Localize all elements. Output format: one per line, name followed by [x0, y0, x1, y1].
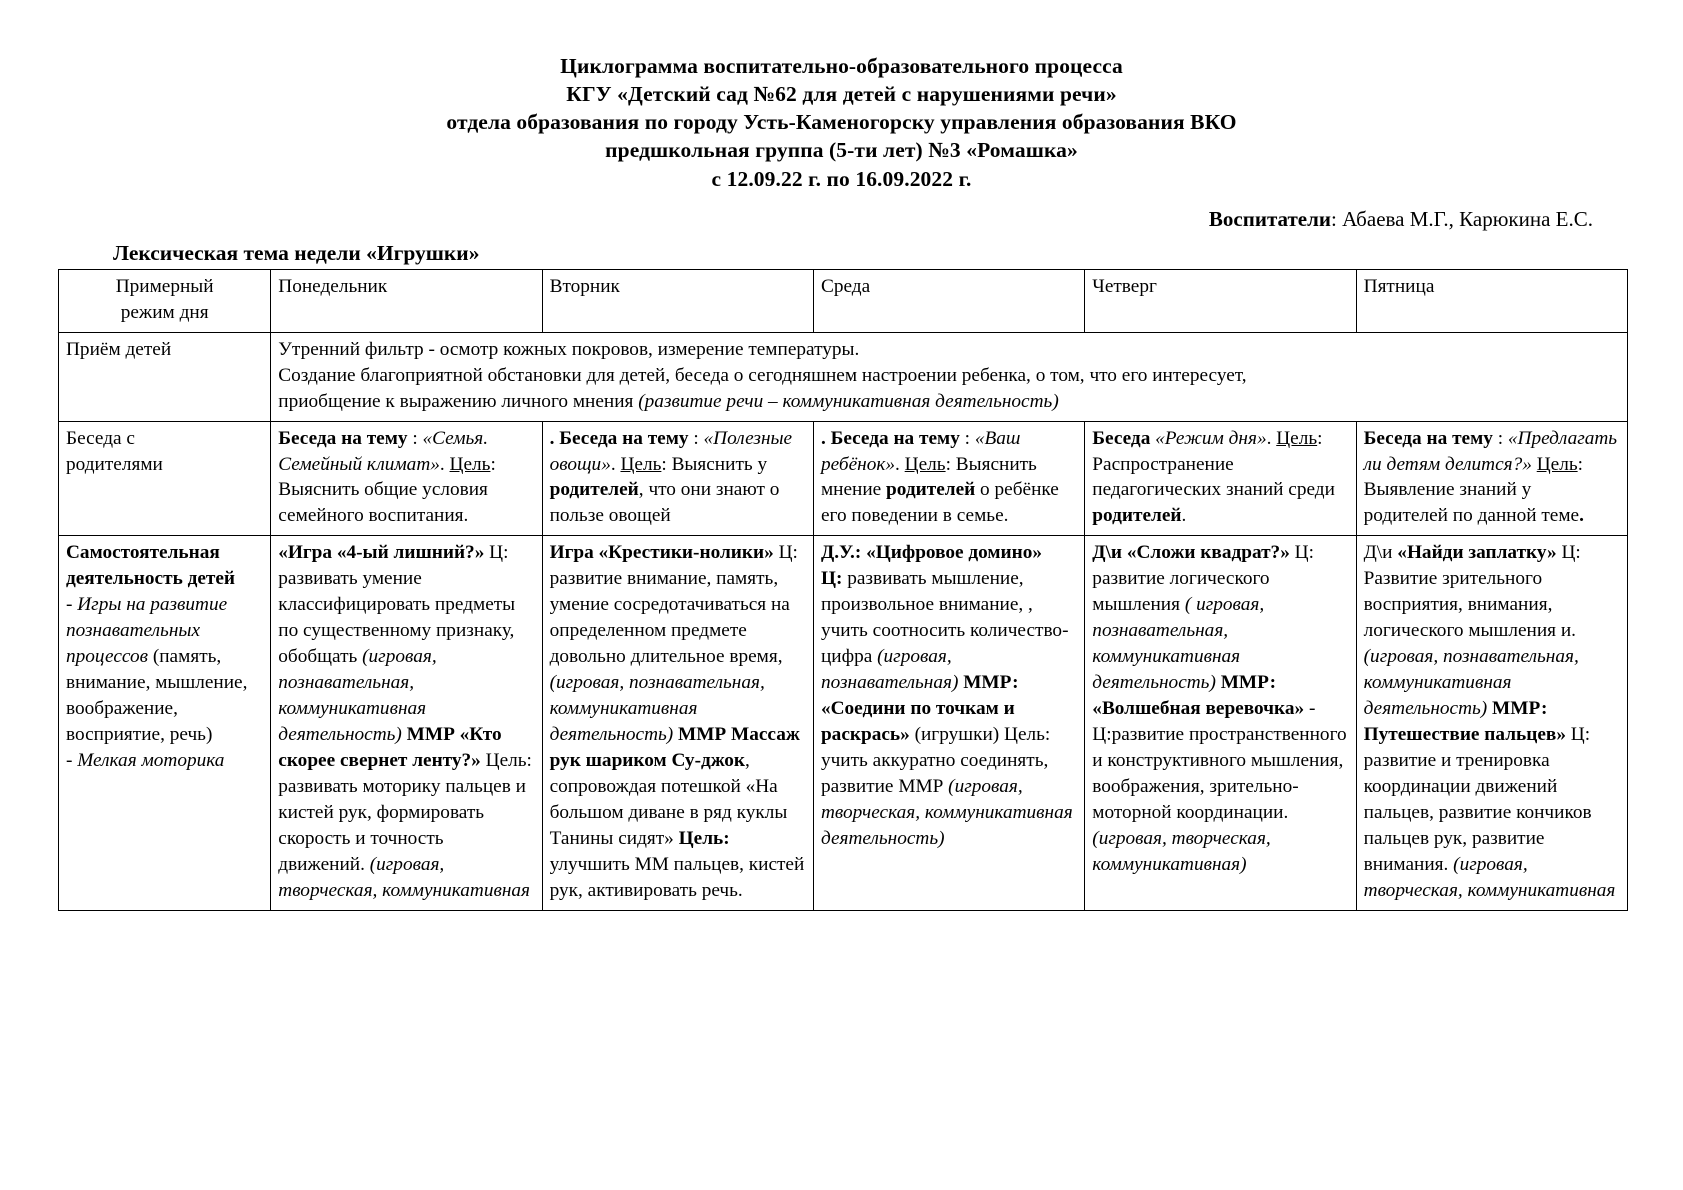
- title-line-2: КГУ «Детский сад №62 для детей с нарушениями речи»: [566, 82, 1117, 107]
- beseda-fri-u1: Цель: [1536, 453, 1578, 475]
- samost-thu-title: Д\и «Сложи квадрат?»: [1092, 542, 1290, 564]
- cell-beseda-monday: [271, 421, 542, 536]
- beseda-fri-b2: тему: [1452, 427, 1493, 449]
- column-header-wednesday: Среда: [813, 269, 1084, 332]
- beseda-mon-t4: .: [439, 453, 450, 475]
- beseda-tue-b3: родителей: [549, 479, 639, 501]
- row-label-samostoyatelnaya: [59, 536, 271, 910]
- samost-label-plain: (память, внимание, мышление, воображение, восприятие, речь): [66, 646, 248, 746]
- samost-wed-ital2: (игровая, творческая, коммуникативная деятельность): [820, 775, 1073, 849]
- beseda-wed-b2: тему: [919, 427, 960, 449]
- samost-label-bold: Самостоятельная деятельность детей: [66, 542, 236, 590]
- samost-tue-ital1: (игровая, познавательная, коммуникативная деятельность): [549, 672, 765, 746]
- samost-mon-title2: ММР «Кто скорее свернет ленту?»: [278, 724, 502, 771]
- samost-wed-body2: (игрушки) Цель: учить аккуратно соединять, развитие ММР: [820, 724, 1051, 797]
- samost-fri-ital2: (игровая, творческая, коммуникативная: [1363, 853, 1616, 901]
- samost-label-ital-1: - Игры на развитие познавательных процессов: [66, 594, 228, 668]
- beseda-mon-i1: «Семья. Семейный климат»: [278, 427, 489, 475]
- beseda-thu-t4: .: [1266, 427, 1277, 449]
- beseda-tue-u1: Цель: [620, 453, 662, 475]
- cell-samost-friday: [1356, 536, 1627, 910]
- samost-label-ital-2: - Мелкая моторика: [66, 749, 225, 771]
- samost-fri-body1: Ц: Развитие зрительного восприятия, внимания, логического мышления и.: [1363, 542, 1581, 642]
- samost-wed-title-b2: Ц:: [820, 568, 843, 590]
- beseda-thu-t6: .: [1181, 505, 1187, 527]
- beseda-fri-b1: Беседа на: [1363, 427, 1448, 449]
- title-line-5: с 12.09.22 г. по 16.09.2022 г.: [711, 166, 972, 191]
- table-row: [59, 421, 1628, 536]
- teachers-label: Воспитатели: [1208, 206, 1331, 231]
- samost-mon-title: «Игра «4-ый лишний?»: [278, 542, 485, 564]
- row-label-priem-detey: Приём детей: [59, 332, 271, 421]
- beseda-wed-b3: родителей: [886, 479, 976, 501]
- priem-line-3-plain: приобщение к выражению личного мнения: [278, 390, 639, 412]
- samost-mon-ital1: (игровая, познавательная, коммуникативная деятельность): [278, 646, 437, 746]
- beseda-thu-b3: родителей: [1092, 505, 1182, 527]
- beseda-wed-t3: :: [959, 427, 975, 449]
- priem-line-2: Создание благоприятной обстановки для детей, беседа о сегодняшнем настроении ребенка, о том, что его интересует,: [278, 364, 1247, 386]
- column-header-monday: Понедельник: [271, 269, 542, 332]
- samost-fri-title-n: Д\и: [1363, 542, 1398, 564]
- title-line-3: отдела образования по городу Усть-Каменогорску управления образования ВКО: [446, 110, 1237, 135]
- column-header-tuesday: Вторник: [542, 269, 813, 332]
- beseda-wed-i1: «Ваш ребёнок»: [820, 427, 1021, 475]
- samost-tue-title2: ММР Массаж рук шариком Су-джок: [549, 724, 800, 771]
- cell-beseda-friday: [1356, 421, 1627, 536]
- beseda-tue-b2: тему: [647, 427, 689, 449]
- column-header-friday: Пятница: [1356, 269, 1627, 332]
- beseda-fri-t5: : Выявление знаний у родителей по данной теме: [1363, 453, 1583, 527]
- beseda-tue-t4: .: [610, 453, 621, 475]
- samost-fri-title: «Найди заплатку»: [1397, 542, 1557, 564]
- cell-beseda-thursday: [1085, 421, 1356, 536]
- samost-mon-body1: Ц: развивать умение классифицировать предметы по существенному признаку, обобщать: [278, 542, 516, 668]
- lexical-theme: Лексическая тема недели «Игрушки»: [113, 240, 480, 265]
- beseda-fri-b3: .: [1579, 505, 1584, 527]
- beseda-tue-i1: «Полезные овощи»: [549, 427, 793, 475]
- row-label-line1: Беседа с: [66, 427, 135, 449]
- table-header-row: [59, 269, 1628, 332]
- cell-beseda-wednesday: [813, 421, 1084, 536]
- samost-thu-ital2: (игровая, творческая, коммуникативная): [1092, 827, 1271, 875]
- priem-line-3: [278, 389, 1620, 415]
- samost-wed-title: Д.У.: «Цифровое домино»: [820, 542, 1043, 564]
- beseda-tue-t6: , что они знают о пользе овощей: [549, 479, 780, 527]
- samost-tue-title3: Цель:: [673, 827, 730, 849]
- beseda-fri-t3: :: [1492, 427, 1508, 449]
- samost-tue-body1: Ц: развитие внимание, память, умение сосредотачиваться на определенном предмете довольно длительное время,: [549, 542, 798, 668]
- beseda-thu-u1: Цель: [1276, 427, 1318, 449]
- samost-thu-body1: Ц: развитие логического мышления: [1092, 542, 1314, 616]
- cell-samost-monday: [271, 536, 542, 910]
- teachers-line: [58, 207, 1625, 232]
- beseda-tue-t3: :: [688, 427, 704, 449]
- samost-mon-ital2: (игровая, творческая, коммуникативная: [278, 853, 531, 901]
- cell-samost-thursday: [1085, 536, 1356, 910]
- column-header-regime-line2: режим дня: [120, 301, 209, 323]
- priem-line-1: Утренний фильтр - осмотр кожных покровов, измерение температуры.: [278, 338, 860, 360]
- cell-samost-wednesday: [813, 536, 1084, 910]
- beseda-thu-t5: : Распространение педагогических знаний среди: [1092, 427, 1335, 501]
- samost-wed-body1: развивать мышление, произвольное внимание, , учить соотносить количество-цифра: [820, 568, 1069, 668]
- beseda-mon-t5: : Выяснить общие условия семейного воспитания.: [278, 453, 496, 527]
- samost-tue-body2: , сопровождая потешкой «На большом диване в ряд куклы Танины сидят»: [549, 749, 788, 849]
- samost-tue-title: Игра «Крестики-нолики»: [549, 542, 774, 564]
- cell-samost-tuesday: [542, 536, 813, 910]
- beseda-mon-u1: Цель: [449, 453, 491, 475]
- beseda-fri-i1: «Предлагать ли детям делится?»: [1363, 427, 1618, 475]
- cyclogram-table: [58, 269, 1628, 911]
- title-line-4: предшкольная группа (5-ти лет) №3 «Ромашка»: [605, 138, 1078, 163]
- samost-fri-ital1: (игровая, познавательная, коммуникативная деятельность): [1363, 646, 1579, 720]
- samost-thu-ital1: ( игровая, познавательная, коммуникативная деятельность): [1092, 594, 1265, 694]
- priem-line-3-italic: (развитие речи – коммуникативная деятельность): [638, 390, 1059, 412]
- samost-fri-body2: Ц: развитие и тренировка координации движений пальцев, развитие кончиков пальцев рук, развитие внимания.: [1363, 724, 1592, 875]
- beseda-wed-t5: : Выяснить мнение: [820, 453, 1037, 501]
- table-row: [59, 536, 1628, 910]
- beseda-mon-t3: :: [407, 427, 423, 449]
- beseda-mon-b1: Беседа на: [278, 427, 362, 449]
- column-header-regime: [59, 269, 271, 332]
- samost-fri-title2: ММР: Путешествие пальцев»: [1363, 698, 1566, 746]
- samost-wed-title2: ММР: «Соедини по точкам и раскрась»: [820, 672, 1019, 746]
- samost-thu-title2: ММР: «Волшебная веревочка»: [1092, 672, 1305, 720]
- table-row: [59, 332, 1628, 421]
- beseda-mon-b2: тему: [366, 427, 408, 449]
- row-label-beseda-s-roditelyami: [59, 421, 271, 536]
- samost-wed-ital1: (игровая, познавательная): [820, 646, 959, 694]
- beseda-wed-t6: о ребёнке его поведении в семье.: [820, 479, 1059, 527]
- document-title-block: [58, 52, 1625, 193]
- beseda-thu-b1: Беседа: [1092, 427, 1156, 449]
- row-label-line2: родителями: [66, 453, 163, 475]
- teachers-value: : Абаева М.Г., Карюкина Е.С.: [1331, 206, 1593, 231]
- cell-priem-detey-merged: [271, 332, 1628, 421]
- column-header-thursday: Четверг: [1085, 269, 1356, 332]
- beseda-thu-i1: «Режим дня»: [1155, 427, 1267, 449]
- beseda-tue-b1: . Беседа на: [549, 427, 643, 449]
- beseda-tue-t5: : Выяснить у: [661, 453, 768, 475]
- samost-tue-body3: улучшить ММ пальцев, кистей рук, активировать речь.: [549, 853, 805, 901]
- cell-beseda-tuesday: [542, 421, 813, 536]
- beseda-wed-b1: . Беседа на: [820, 427, 915, 449]
- samost-thu-body2: - Ц:развитие пространственного и конструктивного мышления, воображения, зрительно-моторной координации.: [1092, 698, 1347, 823]
- beseda-wed-t4: .: [895, 453, 905, 475]
- beseda-wed-u1: Цель: [904, 453, 946, 475]
- samost-mon-body2: Цель: развивать моторику пальцев и кистей рук, формировать скорость и точность движений.: [278, 749, 532, 875]
- column-header-regime-line1: Примерный: [115, 275, 214, 297]
- title-line-1: Циклограмма воспитательно-образовательного процесса: [560, 54, 1123, 78]
